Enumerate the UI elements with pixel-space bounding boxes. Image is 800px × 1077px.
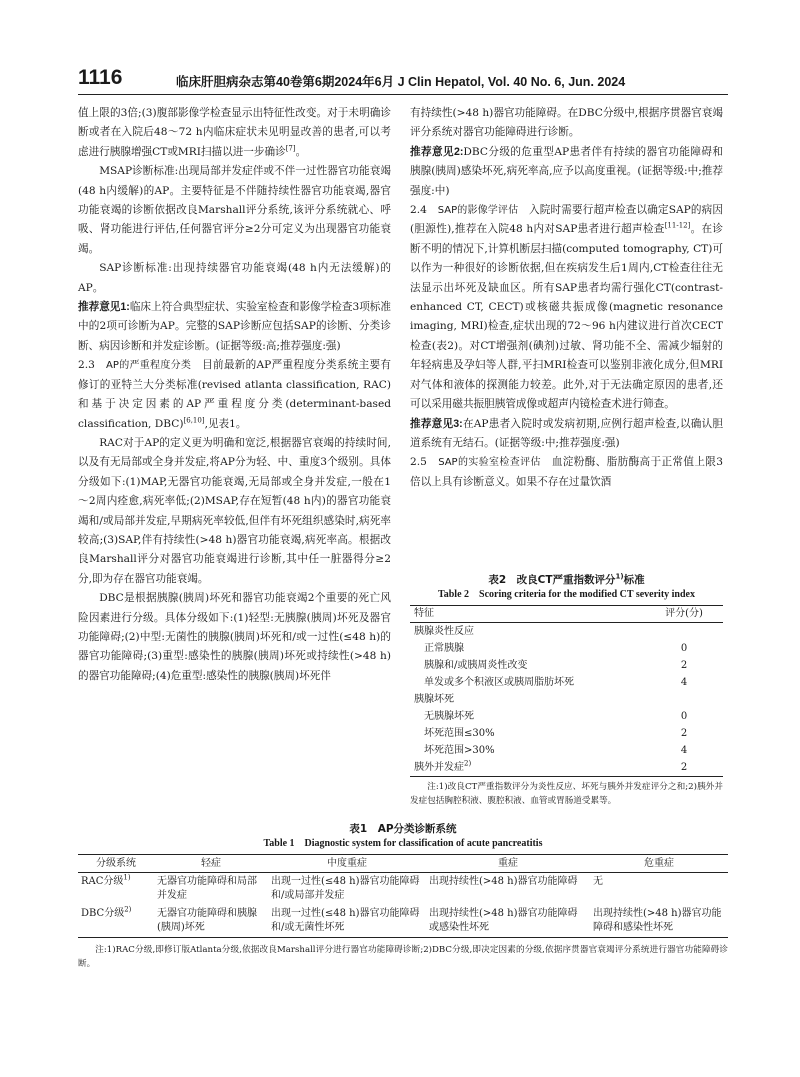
table-2-note: 注:1)改良CT严重指数评分为炎性反应、坏死与胰外并发症评分之和;2)胰外并发症包括胸腔积液、腹腔积液、血管或胃肠道受累等。 xyxy=(410,782,723,806)
table-row: RAC分级$^{1)}$ 无器官功能障碍和局部并发症 出现一过性(≤48 h)器官功能障碍和/或局部并发症 出现持续性(>48 h)器官功能障碍 无 xyxy=(81,873,603,901)
journal-citation: 临床肝胆病杂志第40卷第6期2024年6月 J Clin Hepatol, Vol. 40 No. 6, Jun. 2024 xyxy=(176,75,626,89)
recommendation-3: 推荐意见3:在AP患者入院时或发病初期,应例行超声检查,以确认胆道系统有无结石。(证据等级:中;推荐强度:强) xyxy=(410,417,724,449)
paragraph-sap: SAP诊断标准:出现持续器官功能衰竭(48 h内无法缓解)的AP。 xyxy=(78,262,391,294)
table-row: DBC分级$^{2)}$ 无器官功能障碍和胰腺(胰周)坏死 出现一过性(≤48 h)器官功能障碍和/或无菌性坏死 出现持续性(>48 h)器官功能障碍或感染性坏死 出现持续性(>48 h)器官功能障碍和感染性坏死 xyxy=(81,905,722,933)
table-row: 胰外并发症$^{2)}$ 2 xyxy=(414,759,688,773)
table-row: 胰腺坏死 xyxy=(414,694,454,705)
column-header: 分级系统 xyxy=(78,855,154,873)
table-2 xyxy=(410,573,723,808)
table-1-note: 注:1)RAC分级,即修订版Atlanta分级,依据改良Marshall评分进行器官功能障碍诊断;2)DBC分级,即决定因素的分级,依据序贯器官衰竭评分系统进行器官功能障碍诊断。 xyxy=(78,945,728,969)
section-2-5: 2.5 SAP的实验室检查评估 血淀粉酶、脂肪酶高于正常值上限3倍以上具有诊断意义。如果不存在过量饮酒 xyxy=(410,456,723,488)
paragraph-dbc: DBC是根据胰腺(胰周)坏死和器官功能衰竭2个重要的死亡风险因素进行分级。具体分级如下:(1)轻型:无胰腺(胰周)坏死及器官功能障碍;(2)中型:无菌性的胰腺(胰周)坏死和/或一过性(≤48 h)的器官功能障碍;(3)重型:感染性的胰腺(胰周)坏死或持续性(>48 h)的器官功能障碍;(4)危重型:感染性的胰腺(胰周)坏死伴 xyxy=(78,592,391,682)
column-header: 特征 xyxy=(410,606,645,623)
table-row: 正常胰腺 0 xyxy=(424,643,688,654)
table-row: 单发或多个积液区或胰周脂肪坏死 4 xyxy=(424,677,688,688)
recommendation-2: 推荐意见2:DBC分级的危重型AP患者伴有持续的器官功能障碍和胰腺(胰周)感染坏死,病死率高,应予以高度重视。(证据等级:中;推荐强度:中) xyxy=(410,145,723,197)
column-header: 危重症 xyxy=(590,855,728,873)
recommendation-1: 推荐意见1:临床上符合典型症状、实验室检查和影像学检查3项标准中的2项可诊断为AP。完整的SAP诊断应包括SAP的诊断、分类诊断、病因诊断和并发症诊断。(证据等级:高;推荐强度:强) xyxy=(78,301,391,352)
paragraph: 有持续性(>48 h)器官功能障碍。在DBC分级中,根据序贯器官衰竭评分系统对器官功能障碍进行诊断。 xyxy=(410,107,723,139)
paragraph: 值上限的3倍;(3)腹部影像学检查显示出特征性改变。对于未明确诊断或者在入院后48～72 h内临床症状未见明显改善的患者,可以考虑进行胰腺增强CT或MRI扫描以进一步确诊[7]。 xyxy=(78,107,391,158)
table-row: 无胰腺坏死 0 xyxy=(424,711,688,722)
column-header: 评分(分) xyxy=(645,606,723,623)
table-2-title: 表2 改良CT严重指数评分$^{1)}$标准 xyxy=(488,572,645,586)
table-row: 坏死范围>30% 4 xyxy=(424,745,688,756)
column-header: 轻症 xyxy=(154,855,268,873)
running-header xyxy=(78,66,728,95)
section-2-3: 2.3 AP的严重程度分类 目前最新的AP严重程度分类系统主要有修订的亚特兰大分类标准(revised atlanta classification, RAC)和基于决定因素的AP严重程度分类(determinant-based classification, DBC)[6,10],见表1。 xyxy=(78,359,391,430)
right-column xyxy=(410,104,723,492)
column-header: 中度重症 xyxy=(268,855,426,873)
table-1-title: 表1 AP分类诊断系统 xyxy=(349,823,457,835)
ap-classification-table xyxy=(78,854,728,938)
table-2-title-en: Table 2 Scoring criteria for the modified CT severity index xyxy=(437,589,695,600)
column-header: 重症 xyxy=(426,855,590,873)
table-1 xyxy=(78,822,728,971)
table-1-title-en: Table 1 Diagnostic system for classification of acute pancreatitis xyxy=(263,838,543,849)
page-number: 1116 xyxy=(78,66,123,89)
left-column xyxy=(78,104,391,686)
paragraph-msap: MSAP诊断标准:出现局部并发症伴或不伴一过性器官功能衰竭(48 h内缓解)的AP。主要特征是不伴随持续性器官功能衰竭,器官功能衰竭的诊断依据改良Marshall评分系统,该评分系统就心、呼吸、肾功能进行评估,任何器官评分≥2分可定义为出现器官功能衰竭。 xyxy=(78,165,391,255)
table-row: 坏死范围≤30% 2 xyxy=(424,728,688,739)
table-row: 胰腺和/或胰周炎性改变 2 xyxy=(424,660,688,671)
table-row: 胰腺炎性反应 xyxy=(414,626,474,637)
ct-severity-table xyxy=(410,605,723,777)
section-2-4: 2.4 SAP的影像学评估 入院时需要行超声检查以确定SAP的病因(胆源性),推荐在入院48 h内对SAP患者进行超声检查[11-12]。在诊断不明的情况下,计算机断层扫描(computed tomography, CT)可以作为一种很好的诊断依据,但在疾病发生后1周内,CT检查往往无法显示出坏死及缺血区。所有SAP患者均需行强化CT(contrast-enhanced CT, CECT)或核磁共振成像(magnetic resonance imaging, MRI)检查,症状出现的72～96 h内建议进行首次CECT检查(表2)。对CT增强剂(碘剂)过敏、肾功能不全、需减少辐射的年轻病患及孕妇等人群,平扫MRI检查可以鉴别非液化成分,但MRI对气体和液体的探测能力较差。此外,对于无法确定原因的患者,还可以采用磁共振胆胰管成像或超声内镜检查术进行筛查。 xyxy=(410,204,724,411)
paragraph-rac: RAC对于AP的定义更为明确和宽泛,根据器官衰竭的持续时间,以及有无局部或全身并发症,将AP分为轻、中、重度3个级别。具体分级如下:(1)MAP,无器官功能衰竭,无局部或全身并发症,一般在1～2周内痊愈,病死率低;(2)MSAP,存在短暂(48 h内)的器官功能衰竭和/或局部并发症,早期病死率较低,但伴有坏死组织感染时,病死率较高;(3)SAP,伴有持续性(>48 h)器官功能衰竭,病死率高。根据改良Marshall评分对器官功能衰竭进行诊断,其中任一脏器得分≥2分,即为存在器官功能衰竭。 xyxy=(78,436,391,585)
